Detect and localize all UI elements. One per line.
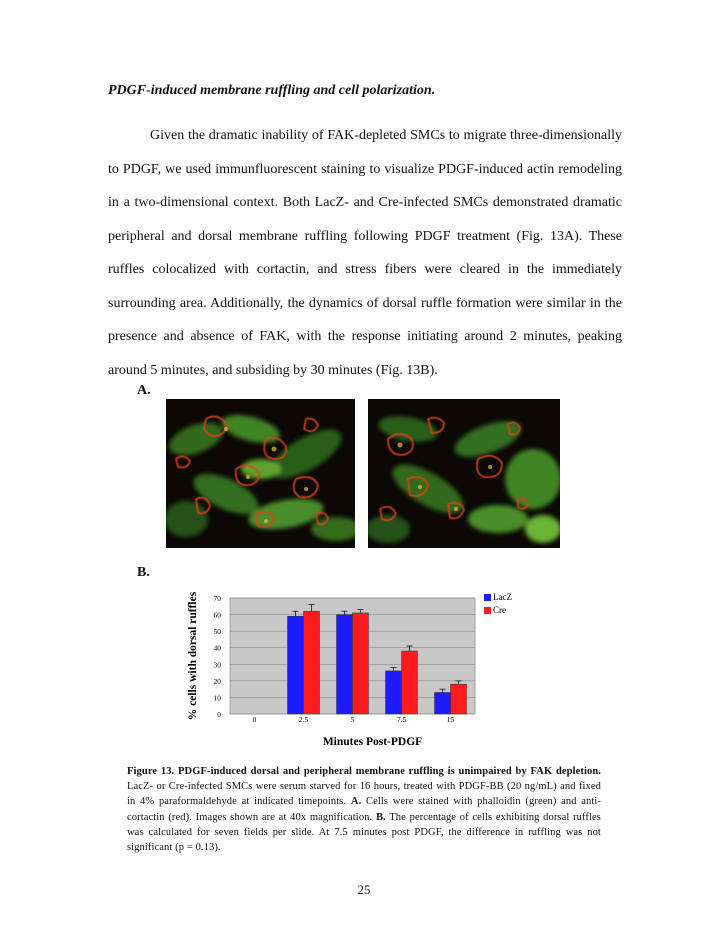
- bar-lacz: [288, 616, 304, 714]
- bar-lacz: [435, 692, 451, 714]
- x-axis-label: Minutes Post-PDGF: [322, 736, 423, 748]
- legend-swatch-cre: [484, 607, 491, 614]
- legend-label-cre: Cre: [493, 605, 506, 615]
- x-tick-label: 0: [252, 715, 257, 724]
- bar-cre: [304, 611, 320, 714]
- panel-b-label: B.: [137, 565, 150, 580]
- lacz-micrograph: [166, 399, 355, 548]
- legend-label-lacz: LacZ: [493, 592, 512, 602]
- x-tick-label: 5: [350, 715, 355, 724]
- caption-label-a: A.: [350, 796, 362, 808]
- legend-swatch-lacz: [484, 594, 491, 601]
- y-tick-label: 40: [213, 643, 221, 653]
- x-tick-label: 15: [446, 715, 455, 724]
- figure-caption: [127, 764, 601, 855]
- y-tick-label: 20: [213, 676, 221, 686]
- y-tick-label: 0: [217, 710, 221, 719]
- y-tick-label: 60: [213, 610, 221, 620]
- cre-micrograph: [368, 399, 560, 548]
- x-tick-label: 2.5: [298, 715, 309, 724]
- bar-lacz: [386, 671, 402, 714]
- dorsal-ruffles-bar-chart: [182, 588, 542, 750]
- caption-text-3: The percentage of cells exhibiting dorsal ruffles was calculated for seven fields per slide. At 7.5 minutes post PDGF, the difference in ruffling was not significant (p = 0.13).: [127, 811, 601, 854]
- chart-legend: [484, 592, 512, 615]
- body-paragraph: Given the dramatic inability of FAK-depleted SMCs to migrate three-dimensionally to PDGF, we used immunfluorescent staining to visualize PDGF-induced actin remodeling in a two-dimensional context. Both LacZ- and Cre-infected SMCs demonstrated dramatic peripheral and dorsal membrane ruffling following PDGF treatment (Fig. 13A). These ruffles colocalized with cortactin, and stress fibers were cleared in the immediately surrounding area. Additionally, the dynamics of dorsal ruffle formation were similar in the presence and absence of FAK, with the response initiating around 2 minutes, peaking around 5 minutes, and subsiding by 30 minutes (Fig. 13B).: [108, 128, 622, 378]
- caption-text-2: Cells were stained with phalloidin (green) and anti-cortactin (red). Images shown are at 40x magnification.: [127, 796, 601, 823]
- page-number: 25: [357, 882, 371, 897]
- caption-title: Figure 13. PDGF-induced dorsal and peripheral membrane ruffling is unimpaired by FAK depletion.: [127, 766, 601, 777]
- y-axis-label: % cells with dorsal ruffles: [187, 591, 199, 721]
- section-heading: PDGF-induced membrane ruffling and cell polarization.: [108, 83, 436, 98]
- bar-lacz: [337, 615, 353, 714]
- bar-cre: [353, 613, 369, 714]
- bar-cre: [451, 684, 467, 714]
- y-tick-label: 70: [213, 594, 221, 603]
- caption-text-1: LacZ- or Cre-infected SMCs were serum starved for 16 hours, treated with PDGF-BB (20 ng/mL) and fixed in 4% paraformaldehyde at indicated timepoints.: [127, 781, 601, 808]
- x-tick-label: 7.5: [396, 715, 407, 724]
- y-tick-label: 30: [213, 660, 221, 670]
- caption-label-b: B.: [375, 811, 386, 823]
- y-tick-label: 50: [213, 627, 221, 637]
- y-tick-label: 10: [213, 693, 221, 703]
- panel-a-label: A.: [137, 383, 151, 398]
- bar-cre: [402, 651, 418, 714]
